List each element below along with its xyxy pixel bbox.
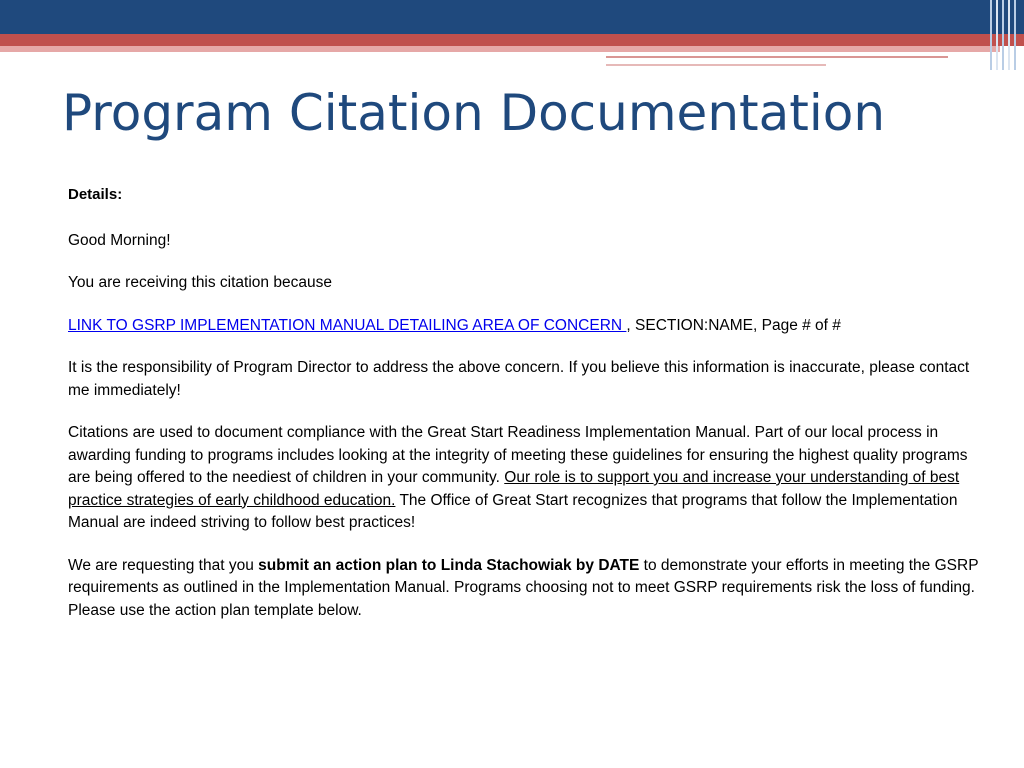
header-banner-red (0, 34, 1024, 46)
receiving-text: You are receiving this citation because (68, 274, 332, 291)
greeting-text: Good Morning! (68, 231, 171, 249)
details-label: Details: (68, 186, 123, 203)
request-text: We are requesting that you (68, 556, 259, 574)
action-plan-deadline: submit an action plan to Linda Stachowiak by DATE (258, 556, 640, 574)
header-vertical-stripe (996, 0, 998, 70)
header-accent-line (606, 56, 948, 58)
support-statement: Our role is to support you and increase your understanding of best practice strategies of early childhood education. (68, 469, 960, 509)
header-banner-navy (0, 0, 1024, 34)
responsibility-paragraph: It is the responsibility of Program Director to address the above concern. If you believe this information is inaccurate, please contact me immediately! (68, 359, 970, 399)
slide-title: Program Citation Documentation (62, 84, 886, 142)
header-vertical-stripe (1008, 0, 1010, 70)
header-accent-line-short (606, 64, 826, 66)
header-banner-pink (0, 46, 1000, 52)
header-vertical-stripe (1002, 0, 1004, 70)
slide-body (68, 184, 988, 642)
request-closing-text: to demonstrate your efforts in meeting the GSRP requirements as outlined in the Implementation Manual. Programs choosing not to meet GSRP requirements risk the loss of funding. Please use the action plan template below. (68, 556, 979, 619)
citation-section-text: , SECTION:NAME, Page # of # (626, 316, 841, 334)
header-vertical-stripe (1014, 0, 1016, 70)
manual-link[interactable]: LINK TO GSRP IMPLEMENTATION MANUAL DETAILING AREA OF CONCERN (68, 316, 627, 334)
citations-closing-text: The Office of Great Start recognizes that programs that follow the Implementation Manual are indeed striving to follow best practices! (68, 491, 958, 531)
citations-paragraph (68, 422, 988, 535)
request-paragraph (68, 555, 988, 623)
citation-line (68, 315, 988, 338)
citations-text: Citations are used to document compliance with the Great Start Readiness Implementation Manual. Part of our local process in awarding funding to programs includes looking at the integrity of meeting these guidelines for ensuring the highest quality programs are being offered to the neediest of children in your community. (68, 424, 968, 486)
header-vertical-stripe (990, 0, 992, 70)
